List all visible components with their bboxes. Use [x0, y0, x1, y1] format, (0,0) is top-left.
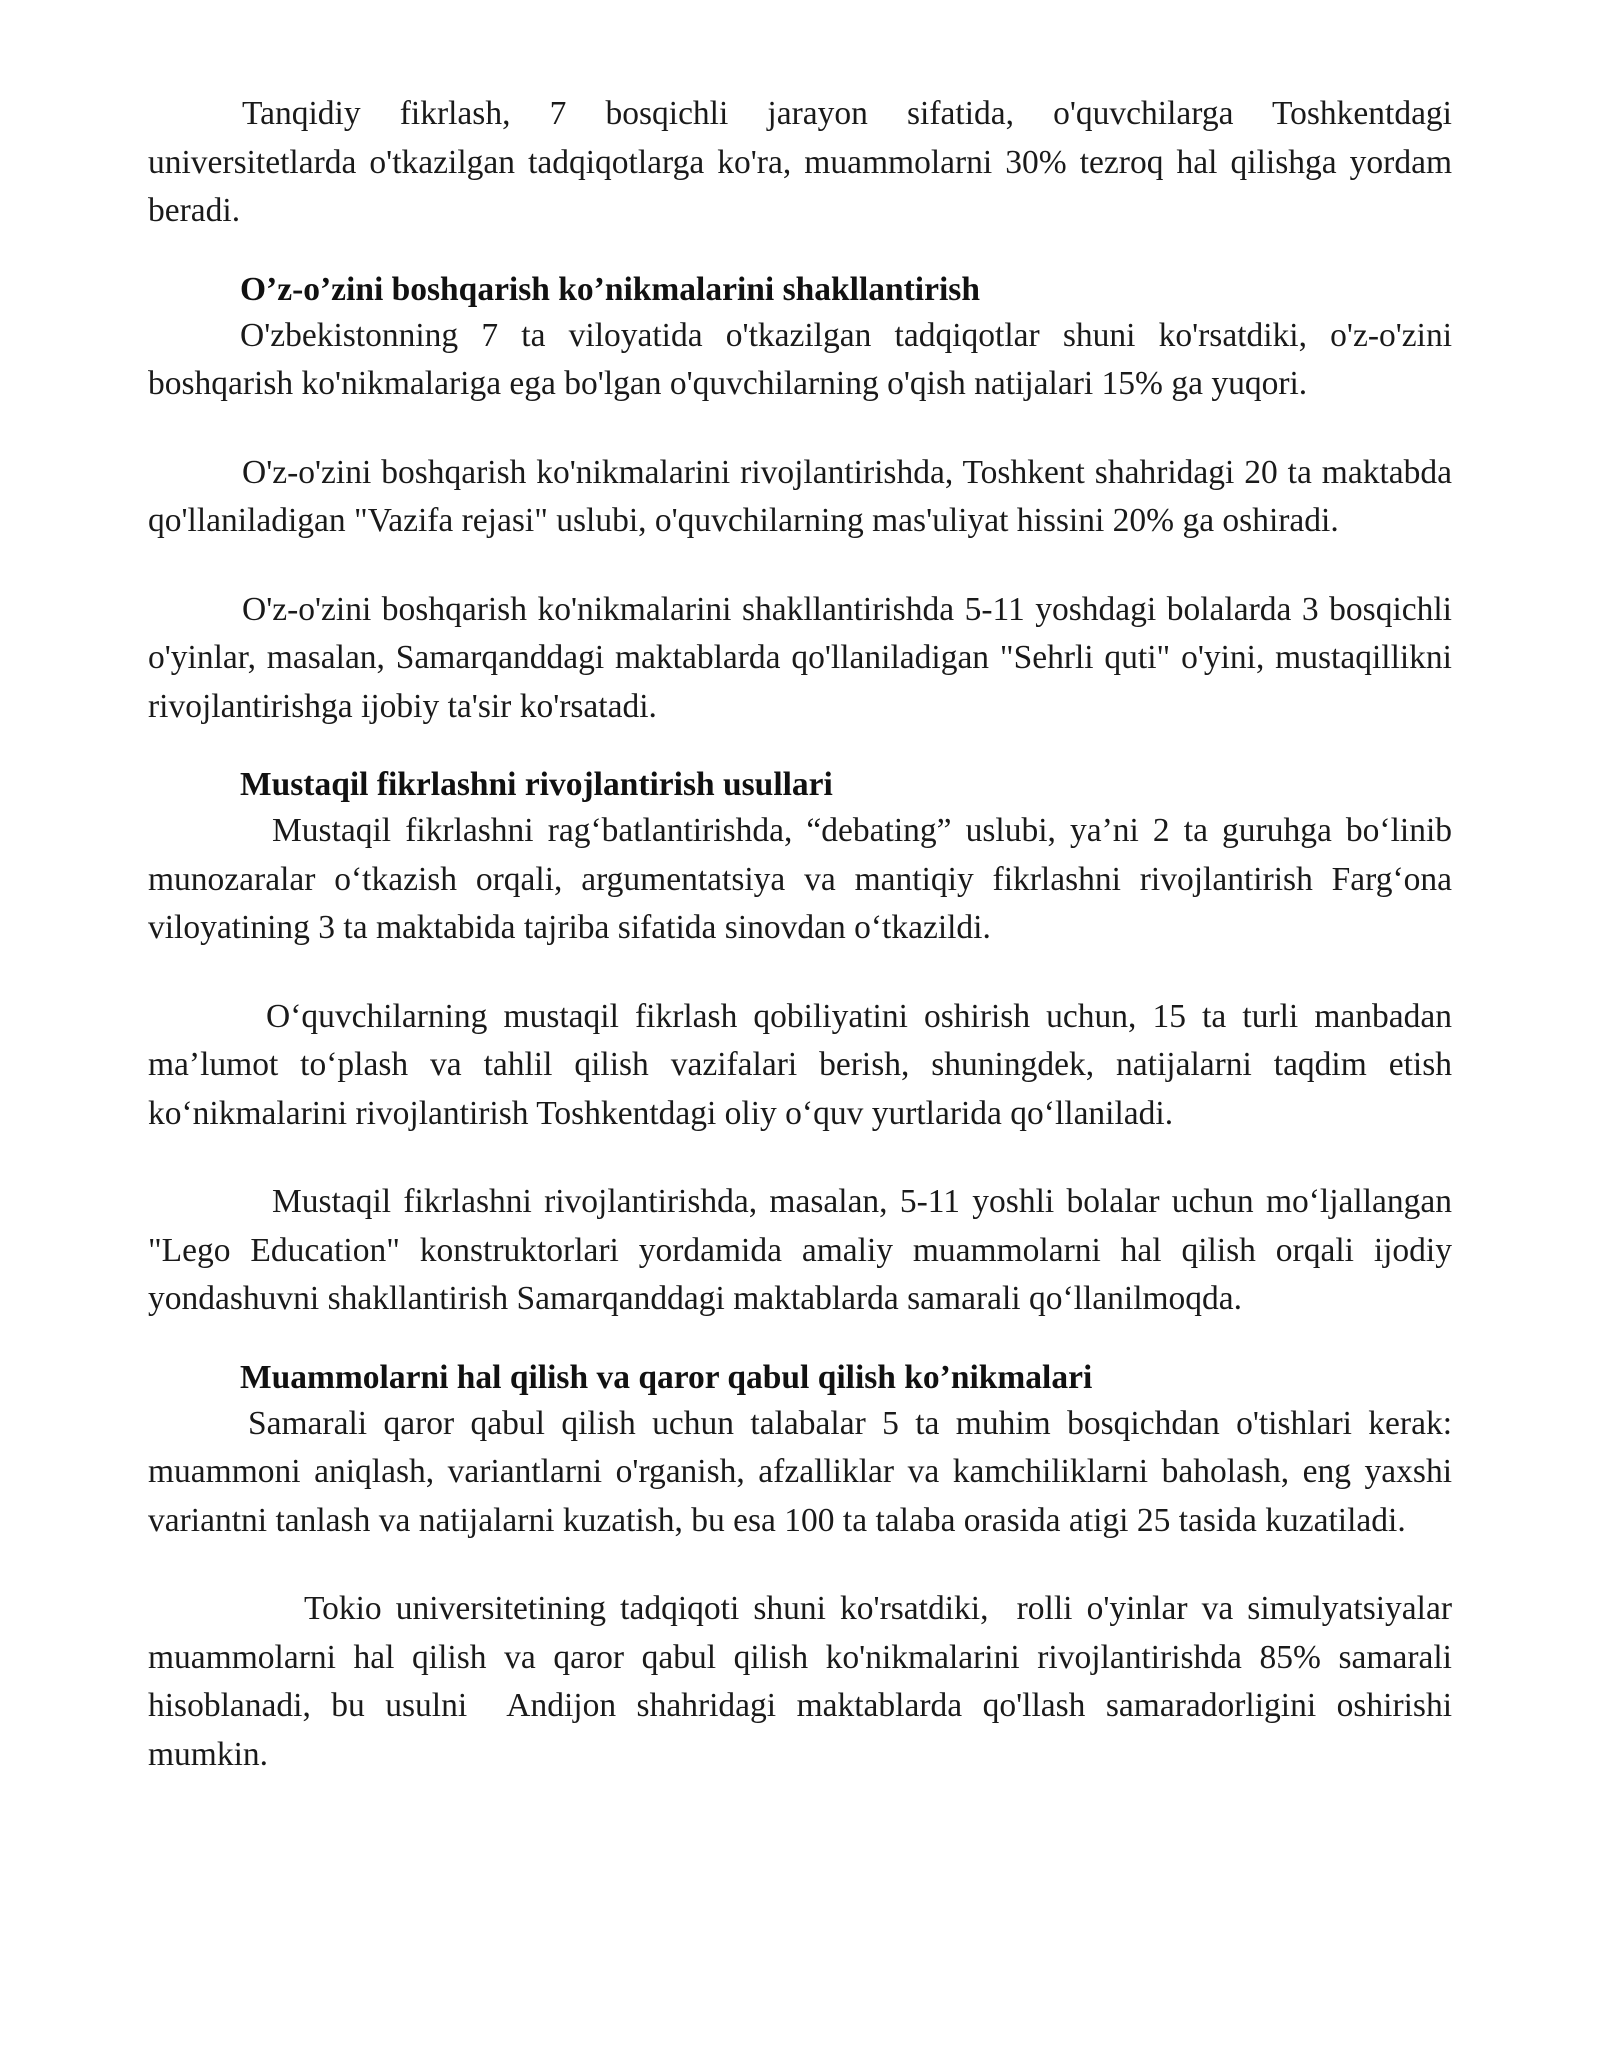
- heading-self-management: O’z-o’zini boshqarish ko’nikmalarini shakllantirish: [240, 270, 980, 308]
- paragraph-magic-box-game: O'z-o'zini boshqarish ko'nikmalarini shakllantirishda 5-11 yoshdagi bolalarda 3 bosqichli o'yinlar, masalan, Samarqanddagi maktablarda qo'llaniladigan "Sehrli quti" o'yini, mustaqillikni rivojlantirishga ijobiy ta'sir ko'rsatadi.: [148, 590, 1452, 725]
- paragraph-information-analysis: O‘quvchilarning mustaqil fikrlash qobiliyatini oshirish uchun, 15 ta turli manbadan ma’lumot to‘plash va tahlil qilish vazifalari berish, shuningdek, natijalarni taqdim etish ko‘nikmalarini rivojlantirish Toshkentdagi oliy o‘quv yurtlarida qo‘llaniladi.: [148, 997, 1452, 1132]
- paragraph-task-plan-method: O'z-o'zini boshqarish ko'nikmalarini rivojlantirishda, Toshkent shahridagi 20 ta maktabda qo'llaniladigan "Vazifa rejasi" uslubi, o'quvchilarning mas'uliyat hissini 20% ga oshiradi.: [148, 453, 1452, 539]
- paragraph-critical-thinking: Tanqidiy fikrlash, 7 bosqichli jarayon sifatida, o'quvchilarga Toshkentdagi universitetlarda o'tkazilgan tadqiqotlarga ko'ra, muammolarni 30% tezroq hal qilishga yordam beradi.: [148, 95, 1452, 229]
- paragraph-self-management-study: O'zbekistonning 7 ta viloyatida o'tkazilgan tadqiqotlar shuni ko'rsatdiki, o'z-o'zini boshqarish ko'nikmalariga ega bo'lgan o'quvchilarning o'qish natijalari 15% ga yuqori.: [148, 316, 1452, 402]
- document-body: [148, 90, 1469, 1779]
- paragraph-decision-steps: Samarali qaror qabul qilish uchun talabalar 5 ta muhim bosqichdan o'tishlari kerak: muammoni aniqlash, variantlarni o'rganish, afzalliklar va kamchiliklarni baholash, eng yaxshi variantni tanlash va natijalarni kuzatish, bu esa 100 ta talaba orasida atigi 25 tasida kuzatiladi.: [148, 1404, 1452, 1539]
- heading-problem-solving: Muammolarni hal qilish va qaror qabul qilish ko’nikmalari: [240, 1358, 1093, 1396]
- paragraph-lego-education: Mustaqil fikrlashni rivojlantirishda, masalan, 5-11 yoshli bolalar uchun mo‘ljallangan "Lego Education" konstruktorlari yordamida amaliy muammolarni hal qilish orqali ijodiy yondashuvni shakllantirish Samarqanddagi maktablarda samarali qo‘llanilmoqda.: [148, 1183, 1452, 1317]
- paragraph-debating-method: Mustaqil fikrlashni rag‘batlantirishda, “debating” uslubi, ya’ni 2 ta guruhga bo‘linib munozaralar o‘tkazish orqali, argumentatsiya va mantiqiy fikrlashni rivojlantirish Farg‘ona viloyatining 3 ta maktabida tajriba sifatida sinovdan o‘tkazildi.: [148, 812, 1452, 946]
- heading-independent-thinking: Mustaqil fikrlashni rivojlantirish usullari: [240, 766, 833, 803]
- paragraph-tokyo-study: Tokio universitetining tadqiqoti shuni ko'rsatdiki, rolli o'yinlar va simulyatsiyalar muammolarni hal qilish va qaror qabul qilish ko'nikmalarini rivojlantirishda 85% samarali hisoblanadi, bu usulni Andijon shahridagi maktablarda qo'llash samaradorligini oshirishi mumkin.: [148, 1590, 1469, 1773]
